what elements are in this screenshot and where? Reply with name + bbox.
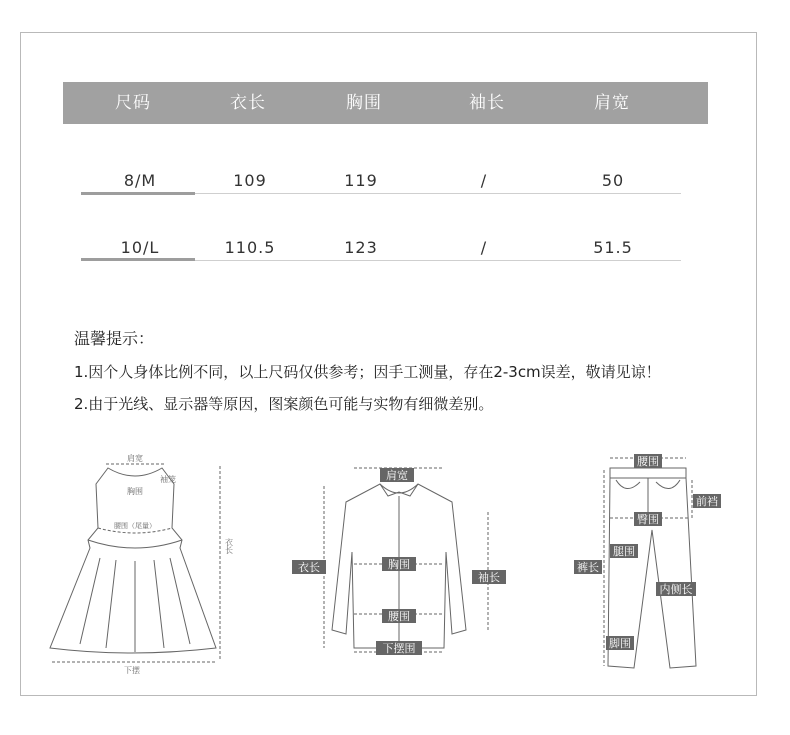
dress-measurement-diagram: [40, 448, 240, 678]
size-table-header: [63, 82, 708, 124]
row-divider-accent: [81, 192, 195, 195]
shirt-label-shoulder: 肩宽: [386, 469, 408, 482]
cell-chest: 123: [344, 238, 378, 257]
dress-label-waist: 腰围（尾量）: [114, 522, 156, 530]
pants-label-waist: 腰围: [637, 455, 659, 468]
cell-chest: 119: [344, 171, 378, 190]
dress-label-chest: 胸围: [127, 487, 143, 496]
shirt-label-chest: 胸围: [388, 558, 410, 571]
cell-shoulder: 51.5: [593, 238, 633, 257]
header-size: 尺码: [115, 93, 151, 113]
cell-sleeve: /: [480, 171, 488, 190]
tips-title: 温馨提示：: [74, 329, 155, 348]
row-divider-accent: [81, 258, 195, 261]
shirt-label-hem: 下摆围: [382, 642, 416, 655]
row-divider: [195, 260, 681, 261]
shirt-measurement-diagram: [288, 462, 510, 662]
shirt-label-sleeve: 袖长: [478, 571, 500, 584]
row-divider: [195, 193, 681, 194]
pants-measurement-diagram: [568, 450, 728, 676]
cell-length: 110.5: [224, 238, 276, 257]
pants-label-leg-opening: 脚围: [609, 637, 631, 650]
pants-label-hip: 臀围: [637, 513, 659, 526]
header-sleeve: 袖长: [469, 93, 505, 113]
pants-label-length: 裤长: [577, 561, 599, 574]
tips-line-2: 2.由于光线、显示器等原因，图案颜色可能与实物有细微差别。: [74, 395, 494, 413]
header-chest: 胸围: [346, 93, 382, 113]
header-shoulder: 肩宽: [594, 93, 630, 113]
shirt-label-waist: 腰围: [388, 610, 410, 623]
pants-label-front-rise: 前裆: [696, 495, 718, 508]
cell-size: 10/L: [120, 238, 160, 257]
tips-line-1: 1.因个人身体比例不同，以上尺码仅供参考；因手工测量，存在2-3cm误差，敬请见谅！: [74, 363, 661, 381]
pants-label-inseam: 内侧长: [659, 583, 693, 596]
cell-length: 109: [233, 171, 267, 190]
dress-label-armhole: 袖笼: [160, 475, 176, 484]
cell-sleeve: /: [480, 238, 488, 257]
shirt-label-length: 衣长: [298, 561, 320, 574]
header-length: 衣长: [230, 93, 266, 113]
pants-label-thigh: 腿围: [613, 545, 635, 558]
dress-label-length: 衣长: [224, 538, 234, 554]
dress-label-hem: 下摆: [124, 666, 140, 675]
cell-size: 8/M: [123, 171, 157, 190]
cell-shoulder: 50: [601, 171, 625, 190]
dress-label-shoulder: 肩宽: [127, 454, 143, 463]
